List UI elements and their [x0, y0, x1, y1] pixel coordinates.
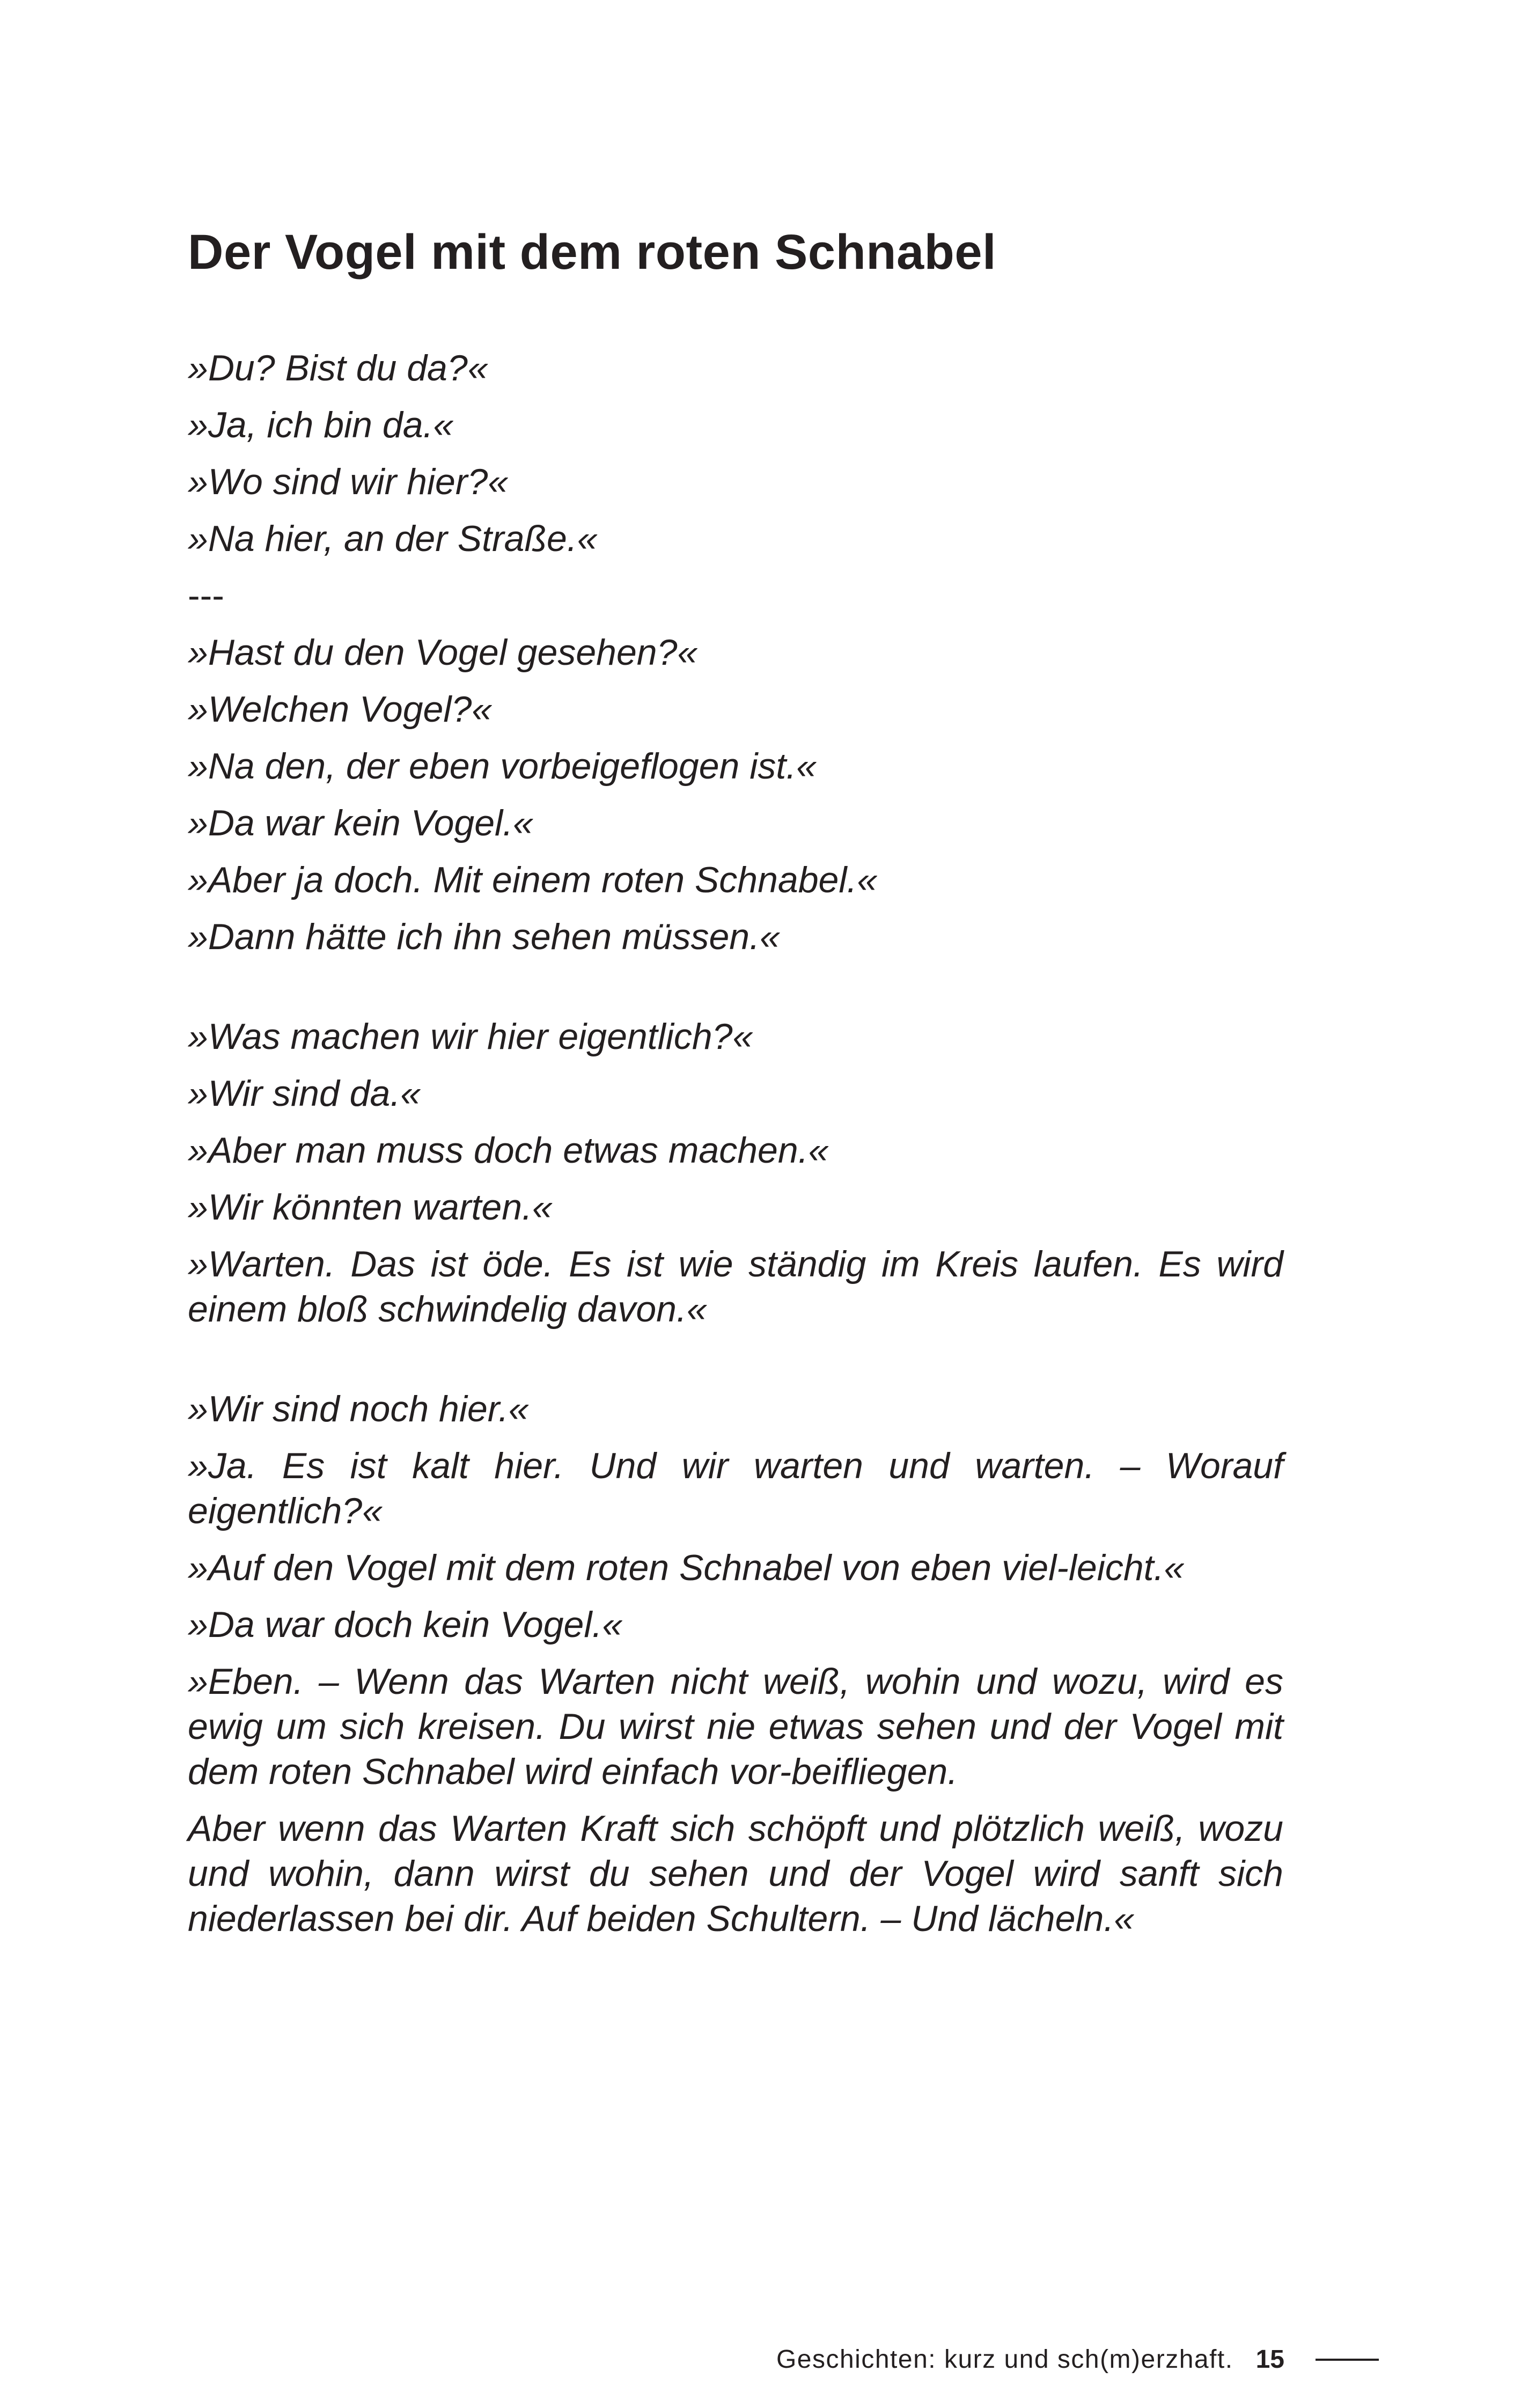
running-title: Geschichten: kurz und sch(m)erzhaft.	[776, 2345, 1233, 2374]
dialogue-line: »Da war doch kein Vogel.«	[188, 1604, 623, 1645]
section-separator: ---	[188, 575, 224, 616]
dialogue-line: »Warten. Das ist öde. Es ist wie ständig im Kreis laufen. Es wird einem bloß schwindelig davon.«	[188, 1244, 1283, 1330]
page-footer	[776, 2345, 1379, 2374]
footer-rule	[1316, 2359, 1379, 2361]
page-number: 15	[1255, 2345, 1284, 2374]
dialogue-line: Aber wenn das Warten Kraft sich schöpft und plötzlich weiß, wozu und wohin, dann wirst du sehen und der Vogel wird sanft sich niederlassen bei dir. Auf beiden Schultern. – Und lächeln.«	[188, 1808, 1283, 1939]
dialogue-line: »Ja. Es ist kalt hier. Und wir warten und warten. – Worauf eigentlich?«	[188, 1445, 1283, 1531]
dialogue-line: »Eben. – Wenn das Warten nicht weiß, wohin und wozu, wird es ewig um sich kreisen. Du wirst nie etwas sehen und der Vogel mit dem roten Schnabel wird einfach vor-beifliegen.	[188, 1661, 1283, 1792]
dialogue-line: »Wir sind noch hier.«	[188, 1389, 529, 1429]
page-title: Der Vogel mit dem roten Schnabel	[188, 225, 997, 280]
dialogue-line: »Na den, der eben vorbeigeflogen ist.«	[188, 746, 817, 787]
dialogue-line: »Aber man muss doch etwas machen.«	[188, 1130, 829, 1171]
dialogue-line: »Wir könnten warten.«	[188, 1187, 553, 1228]
dialogue-line: »Wo sind wir hier?«	[188, 461, 509, 502]
dialogue-line: »Dann hätte ich ihn sehen müssen.«	[188, 916, 780, 957]
dialogue-line: »Aber ja doch. Mit einem roten Schnabel.«	[188, 860, 878, 900]
dialogue-line: »Hast du den Vogel gesehen?«	[188, 632, 698, 673]
dialogue-line: »Welchen Vogel?«	[188, 689, 493, 730]
dialogue-line: »Na hier, an der Straße.«	[188, 518, 598, 559]
dialogue-line: »Wir sind da.«	[188, 1073, 421, 1114]
dialogue-line: »Da war kein Vogel.«	[188, 803, 533, 843]
story-body	[188, 346, 1283, 1953]
dialogue-line: »Du? Bist du da?«	[188, 348, 488, 388]
dialogue-line: »Was machen wir hier eigentlich?«	[188, 1016, 753, 1057]
dialogue-line: »Auf den Vogel mit dem roten Schnabel von eben viel-leicht.«	[188, 1547, 1185, 1588]
dialogue-line: »Ja, ich bin da.«	[188, 405, 454, 445]
